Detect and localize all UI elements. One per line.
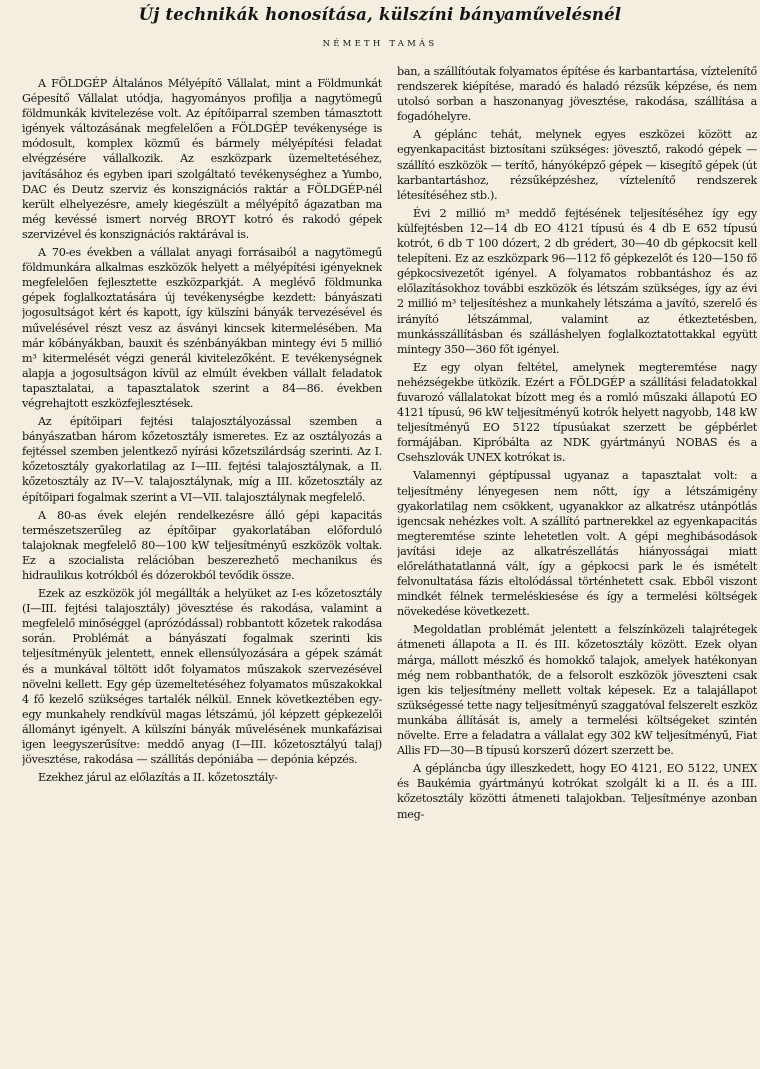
paragraph: Ez egy olyan feltétel, amelynek megteremtése nagy nehézségekbe ütközik. Ezért a FÖLDGÉP a szállítási feladatokkal fuvarozó vállalatokat bízott meg és a romló műszaki állapotú EO 4121 típusú, 96 kW teljesítményű kotrók helyett nagyobb, 148 kW teljesítményű EO 5122 típusúakat szerzett be gépbérlet formájában. Kipróbálta az NDK gyártmányú NOBAS és a Csehszlovák UNEX kotrókat is.	[397, 360, 757, 465]
article-title: Új technikák honosítása, külszíni bányaművelésnél	[138, 5, 622, 24]
paragraph: A 80-as évek elején rendelkezésre álló gépi kapacitás természetszerűleg az építőipar gyakorlatában előforduló talajoknak megfelelő 80—100 kW teljesítményű eszközök voltak. Ez a szocialista relációban beszerezhető mechanikus és hidraulikus kotrókból és dózerokból tevődik össze.	[22, 508, 382, 582]
paragraph: A 70-es években a vállalat anyagi forrásaiból a nagytömegű földmunkára alkalmas eszközök helyett a mélyépítési igényeknek megfelelően fejlesztette eszközparkját. A meglévő földmunka gépek foglalkoztatására új tevékenységbe kezdett: bányászati jogosultságot kért és kapott, így külszíni bányák tervezésével és művelésével részt vesz az ásványi kincsek kitermelésében. Ma már kőbányákban, bauxit és szénbányákban mintegy évi 5 millió m³ kitermelését végzi generál kivitelezőként. E tevékenységnek alapja a jogosultságon kívül az elmúlt években vállalt feladatok tapasztalatai, a tapasztalatok szerint a 84—86. években végrehajtott eszközfejlesztések.	[22, 246, 382, 410]
paragraph: Valamennyi géptípussal ugyanaz a tapasztalat volt: a teljesítmény lényegesen nem nőtt, így a létszámigény gyakorlatilag nem csökkent, ugyanakkor az alkatrész utánpótlás igencsak nehézkes volt. A szállító partnerekkel az egyenkapacitás megteremtése szinte lehetetlen volt. A gépi meghibásodások javítási ideje az alkatrészellátás hiányosságai miatt előreláthatatlanná vált, így a gépkocsi park le és ismételt felvonultatása fázis eltolódással történhetett csak. Ebből viszont mindkét félnek termeléskiesése és így a termelési költségek növekedése következett.	[397, 469, 757, 619]
paragraph: Ezekhez járul az előlazítás a II. kőzetosztály-	[38, 771, 278, 785]
paragraph: Évi 2 millió m³ meddő fejtésének teljesítéséhez így egy külfejtésben 12—14 db EO 4121 típusú és 4 db E 652 típusú kotrót, 6 db T 100 dózert, 2 db grédert, 30—40 db gépkocsit kell telepíteni. Ez az eszközpark 96—112 fő gépkezelőt és 120—150 fő gépkocsivezetőt igényel. A folyamatos robbantáshoz és az előlazításokhoz további eszközök és létszám szükséges, így az évi 2 millió m³ teljesítéshez a munkahely létszáma a javító, szerelő és irányító létszámmal, valamint az étkeztetésben, munkásszállításban és szálláshelyen foglalkoztatottakkal együtt mintegy 350—360 főt igényel.	[397, 206, 757, 356]
right-column	[397, 64, 757, 1054]
paragraph: Ezek az eszközök jól megállták a helyüket az I-es kőzetosztály (I—III. fejtési talajosztály) jövesztése és rakodása, valamint a megfelelő minőséggel (aprózódással) robbantott kőzetek rakodása során. Problémát a bányászati fogalmak szerinti kis teljesítményük jelentett, ennek ellensúlyozására a gépek számát és a munkával töltött időt folyamatos műszakok szervezésével növelni kellett. Egy gép üzemeltetéséhez folyamatos műszakokkal 4 fő kezelő szükséges tartalék nélkül. Ennek következtében egy-egy munkahely rendkívül magas létszámú, jól képzett gépkezelői állományt igényelt. A külszíni bányák művelésének munkafázisai igen leegyszerűsítve: meddő anyag (I—III. kőzetosztályú talaj) jövesztése, rakodása — szállítás depóniába — depónia képzés.	[22, 587, 382, 767]
paragraph: A FÖLDGÉP Általános Mélyépítő Vállalat, mint a Földmunkát Gépesítő Vállalat utódja, hagyományos profilja a nagytömegű földmunkák kivitelezése volt. Az építőiparral szemben támasztott igények változásának megfelelően a FÖLDGÉP tevékenysége is módosult, komplex közmű és bármely mélyépítési feladat elvégzésére vállalkozik. Az eszközpark üzemeltetéséhez, javításához és egyben ipari szolgáltató tevékenységhez a Yumbo, DAC és Deutz szerviz és konszignációs raktár a FÖLDGÉP-nél került elhelyezésre, amely kiegészült a mélyépítő ágazatban ma még kevéssé ismert norvég BROYT kotró és rakodó gépek szervizével és konszignációs raktárával is.	[22, 77, 382, 241]
paragraph: Megoldatlan problémát jelentett a felszínközeli talajrétegek átmeneti állapota a II. és III. kőzetosztály között. Ezek olyan márga, mállott mészkő és homokkő talajok, amelyek hatékonyan még nem robbanthatók, de a felsorolt eszközök jöveszteni csak igen kis teljesítmény mellett voltak képesek. Ez a talajállapot szükségessé tette nagy teljesítményű szaggatóval felszerelt eszköz munkába állítását is, amely a termelési költségeket szintén növelte. Erre a feladatra a vállalat egy 302 kW teljesítményű, Fiat Allis FD—30—B típusú korszerű dózert szerzett be.	[397, 623, 757, 758]
left-column	[22, 76, 382, 1066]
paragraph: A gépláncba úgy illeszkedett, hogy EO 4121, EO 5122, UNEX és Baukémia gyártmányú kotrókat szolgált ki a II. és a III. kőzetosztály közötti átmeneti talajokban. Teljesítménye azonban meg-	[397, 762, 757, 821]
paragraph: A géplánc tehát, melynek egyes eszközei között az egyenkapacitást biztosítani szükséges: jövesztő, rakodó gépek — szállító eszközök — terítő, hányóképző gépek — kisegítő gépek (út karbantartáshoz, rézsűképzéshez, víztelenítő rendszerek létesítéséhez stb.).	[397, 128, 757, 202]
paragraph: Az építőipari fejtési talajosztályozással szemben a bányászatban három kőzetosztály ismeretes. Ez az osztályozás a fejtéssel szemben jelentkező nyírási kőzetszilárdság szerinti. Az I. kőzetosztály gyakorlatilag az I—III. fejtési talajosztálynak, a II. kőzetosztály az IV—V. talajosztálynak, míg a III. kőzetosztály az építőipari fogalmak szerint a VI—VII. talajosztálynak megfelelő.	[22, 415, 382, 504]
article-author: NÉMETH TAMÁS	[322, 39, 438, 49]
paragraph-continued: ban, a szállítóutak folyamatos építése és karbantartása, víztelenítő rendszerek kiépítése, maradó és haladó rézsűk képzése, és nem utolsó sorban a haszonanyag jövesztése, rakodása, szállítása a fogadóhelyre.	[397, 65, 757, 124]
